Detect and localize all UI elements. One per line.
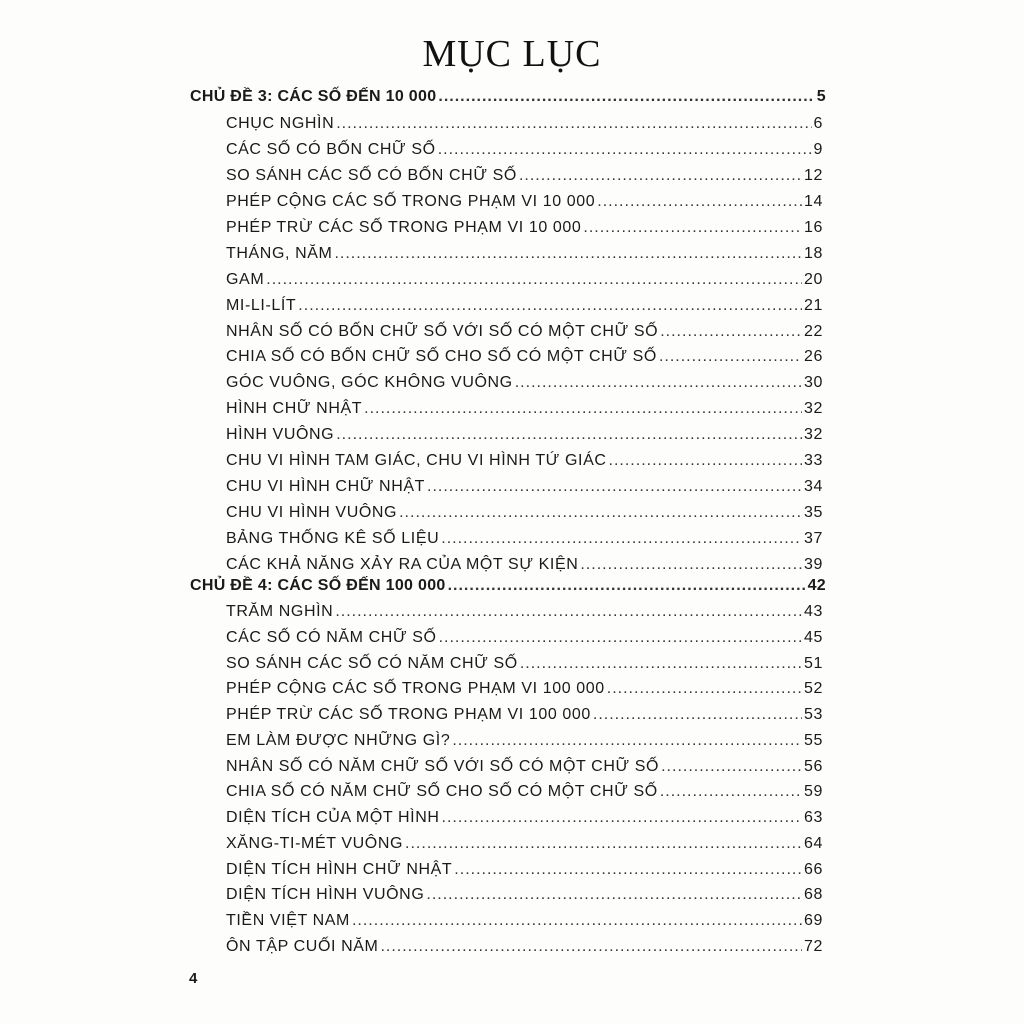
toc-entry-label: CHỤC NGHÌN	[226, 115, 335, 132]
toc-entry[interactable]	[226, 137, 823, 163]
toc-entry-page: 69	[804, 912, 823, 929]
toc-entry[interactable]	[226, 857, 823, 883]
toc-entry-page: 33	[804, 452, 823, 470]
leader-dots	[405, 831, 802, 857]
leader-dots	[515, 370, 802, 396]
toc-entry-page: 21	[804, 296, 823, 314]
toc-entry[interactable]	[226, 754, 823, 780]
leader-dots	[609, 448, 802, 474]
toc-entry-label: DIỆN TÍCH HÌNH VUÔNG	[226, 886, 425, 904]
toc-entry-label: XĂNG-TI-MÉT VUÔNG	[226, 834, 404, 852]
leader-dots	[454, 857, 802, 883]
toc-entry-label: GAM	[226, 270, 265, 288]
toc-entry[interactable]	[226, 293, 823, 319]
toc-entry[interactable]	[226, 625, 823, 651]
section-heading[interactable]	[190, 84, 826, 110]
toc-entry[interactable]	[226, 779, 823, 805]
leader-dots	[335, 599, 802, 625]
toc-entry-label: HÌNH VUÔNG	[226, 426, 335, 444]
leader-dots	[452, 728, 802, 754]
toc-entry[interactable]	[226, 831, 823, 857]
toc-entry[interactable]	[226, 163, 823, 189]
leader-dots	[298, 293, 802, 319]
toc-entry-label: NHÂN SỐ CÓ BỐN CHỮ SỐ VỚI SỐ CÓ MỘT CHỮ SỐ	[226, 322, 659, 340]
section-heading-page: 5	[816, 88, 826, 105]
toc-entry[interactable]	[226, 599, 823, 625]
toc-entry-page: 14	[804, 192, 823, 210]
leader-dots	[519, 163, 802, 189]
toc-entry[interactable]	[226, 908, 823, 934]
toc-entry[interactable]	[226, 651, 823, 677]
toc-entry[interactable]	[226, 448, 823, 474]
leader-dots	[441, 526, 802, 552]
toc-entry-label: PHÉP CỘNG CÁC SỐ TRONG PHẠM VI 10 000	[226, 192, 596, 210]
toc-entry[interactable]	[226, 500, 823, 526]
toc-entry-label: CHIA SỐ CÓ BỐN CHỮ SỐ CHO SỐ CÓ MỘT CHỮ SỐ	[226, 348, 657, 366]
toc-entry-page: 30	[804, 374, 823, 392]
toc-entry[interactable]	[226, 189, 823, 215]
toc-entry-page: 22	[804, 322, 823, 340]
leader-dots	[334, 241, 802, 267]
toc-entry[interactable]	[226, 111, 823, 137]
toc-entry-label: SO SÁNH CÁC SỐ CÓ NĂM CHỮ SỐ	[226, 654, 518, 672]
leader-dots	[520, 651, 802, 677]
toc-entry[interactable]	[226, 267, 823, 293]
toc-entry[interactable]	[226, 215, 823, 241]
toc-entry-page: 45	[804, 628, 823, 646]
toc-entry-page: 63	[804, 809, 823, 826]
toc-entry-label: GÓC VUÔNG, GÓC KHÔNG VUÔNG	[226, 374, 513, 392]
toc-entry-page: 72	[804, 937, 823, 955]
leader-dots	[607, 676, 802, 702]
toc-entry[interactable]	[226, 882, 823, 908]
leader-dots	[442, 805, 802, 831]
toc-entry[interactable]	[226, 702, 823, 728]
toc-entry-page: 68	[804, 886, 823, 904]
section-heading-label: CHỦ ĐỀ 4: CÁC SỐ ĐẾN 100 000	[190, 577, 446, 594]
toc-entry-page: 32	[804, 426, 823, 444]
toc-entry-label: ÔN TẬP CUỐI NĂM	[226, 937, 379, 955]
toc-entry[interactable]	[226, 241, 823, 267]
leader-dots	[380, 934, 802, 960]
toc-entry-label: BẢNG THỐNG KÊ SỐ LIỆU	[226, 530, 440, 548]
leader-dots	[438, 137, 812, 163]
toc-entry-label: DIỆN TÍCH HÌNH CHỮ NHẬT	[226, 860, 453, 878]
toc-entry-page: 18	[804, 244, 823, 262]
toc-entry-label: TRĂM NGHÌN	[226, 603, 334, 620]
toc-entry-page: 53	[804, 706, 823, 723]
section-heading[interactable]	[190, 573, 826, 599]
toc-entry-page: 6	[813, 115, 823, 132]
leader-dots	[266, 267, 802, 293]
leader-dots	[439, 625, 802, 651]
leader-dots	[399, 500, 802, 526]
toc-entry-page: 35	[804, 504, 823, 522]
section-heading-page: 42	[807, 577, 826, 594]
toc-entry-page: 12	[804, 166, 823, 184]
toc-entry-page: 20	[804, 270, 823, 288]
toc-entry-page: 55	[804, 731, 823, 749]
toc-entry-page: 39	[804, 555, 823, 573]
toc-entry-label: PHÉP CỘNG CÁC SỐ TRONG PHẠM VI 100 000	[226, 680, 605, 698]
leader-dots	[661, 754, 802, 780]
leader-dots	[426, 882, 802, 908]
leader-dots	[438, 84, 814, 110]
toc-entry-label: TIỀN VIỆT NAM	[226, 912, 350, 929]
leader-dots	[583, 215, 802, 241]
leader-dots	[660, 779, 802, 805]
toc-entry[interactable]	[226, 934, 823, 960]
leader-dots	[364, 396, 802, 422]
toc-entry-page: 37	[804, 530, 823, 548]
toc-entry-label: PHÉP TRỪ CÁC SỐ TRONG PHẠM VI 10 000	[226, 218, 582, 236]
toc-entry-label: CÁC KHẢ NĂNG XẢY RA CỦA MỘT SỰ KIỆN	[226, 555, 579, 573]
toc-entry-page: 52	[804, 680, 823, 698]
leader-dots	[659, 344, 802, 370]
toc-entry[interactable]	[226, 474, 823, 500]
toc-entry[interactable]	[226, 319, 823, 345]
toc-entry-label: CHIA SỐ CÓ NĂM CHỮ SỐ CHO SỐ CÓ MỘT CHỮ SỐ	[226, 783, 658, 801]
toc-entry-page: 56	[804, 757, 823, 775]
leader-dots	[597, 189, 802, 215]
toc-entry-label: CÁC SỐ CÓ BỐN CHỮ SỐ	[226, 140, 436, 158]
toc-entry-label: CHU VI HÌNH CHỮ NHẬT	[226, 478, 425, 496]
toc-entry-label: DIỆN TÍCH CỦA MỘT HÌNH	[226, 809, 440, 826]
toc-entry-page: 43	[804, 603, 823, 620]
toc-entry-label: NHÂN SỐ CÓ NĂM CHỮ SỐ VỚI SỐ CÓ MỘT CHỮ SỐ	[226, 757, 660, 775]
toc-entry[interactable]	[226, 370, 823, 396]
leader-dots	[593, 702, 802, 728]
toc-entry-page: 51	[804, 654, 823, 672]
toc-entry-page: 16	[804, 218, 823, 236]
toc-entry-label: MI-LI-LÍT	[226, 296, 297, 314]
toc-entry-label: CHU VI HÌNH VUÔNG	[226, 504, 398, 522]
leader-dots	[448, 573, 806, 599]
page-number: 4	[189, 970, 198, 987]
toc-entry[interactable]	[226, 676, 823, 702]
toc-entry[interactable]	[226, 422, 823, 448]
toc-entry-label: THÁNG, NĂM	[226, 244, 333, 262]
toc-entry[interactable]	[226, 526, 823, 552]
toc-entry[interactable]	[226, 805, 823, 831]
toc-entry-page: 9	[813, 140, 823, 158]
toc-entry-label: PHÉP TRỪ CÁC SỐ TRONG PHẠM VI 100 000	[226, 706, 591, 723]
leader-dots	[336, 111, 811, 137]
toc-entry-page: 34	[804, 478, 823, 496]
toc-entry-page: 66	[804, 860, 823, 878]
toc-entry-label: SO SÁNH CÁC SỐ CÓ BỐN CHỮ SỐ	[226, 166, 517, 184]
leader-dots	[336, 422, 802, 448]
toc-entry-label: EM LÀM ĐƯỢC NHỮNG GÌ?	[226, 731, 451, 749]
toc-entry[interactable]	[226, 728, 823, 754]
toc-entry-page: 26	[804, 348, 823, 366]
section-heading-label: CHỦ ĐỀ 3: CÁC SỐ ĐẾN 10 000	[190, 88, 437, 105]
toc-entry-page: 32	[804, 400, 823, 418]
leader-dots	[427, 474, 802, 500]
toc-entry-label: HÌNH CHỮ NHẬT	[226, 400, 363, 418]
toc-entry-page: 59	[804, 783, 823, 801]
page-title: MỤC LỤC	[422, 33, 602, 75]
leader-dots	[660, 319, 802, 345]
toc-entry[interactable]	[226, 344, 823, 370]
toc-entry-page: 64	[804, 834, 823, 852]
leader-dots	[352, 908, 802, 934]
toc-entry[interactable]	[226, 396, 823, 422]
toc-entry-label: CÁC SỐ CÓ NĂM CHỮ SỐ	[226, 628, 437, 646]
toc-entry-label: CHU VI HÌNH TAM GIÁC, CHU VI HÌNH TỨ GIÁC	[226, 452, 607, 470]
